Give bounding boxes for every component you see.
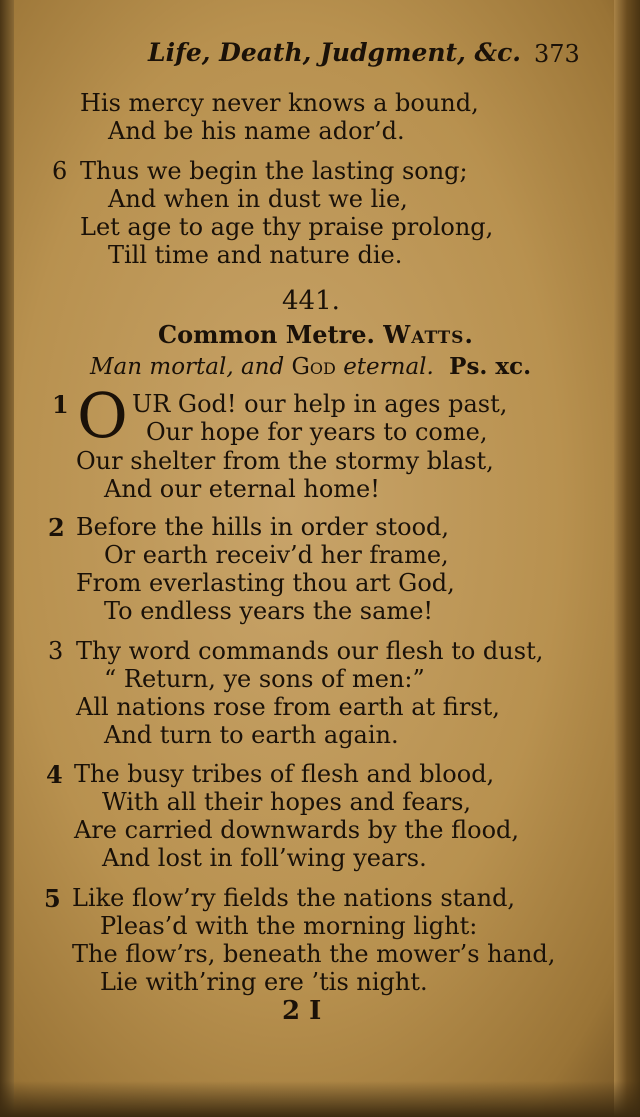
verse-5-line-2: Pleas’d with the morning light: <box>100 912 478 940</box>
verse-1-line-1: UR God! our help in ages past, <box>132 390 508 418</box>
verse-3-number: 3 <box>48 637 64 665</box>
verse-1-line-2: Our hope for years to come, <box>146 418 488 446</box>
page-right-edge <box>614 0 640 1117</box>
prev-verse-line-2: And when in dust we lie, <box>108 185 408 213</box>
hymn-author: Watts. <box>383 320 474 349</box>
verse-5-line-3: The flow’rs, beneath the mower’s hand, <box>72 940 556 968</box>
verse-2-line-1: Before the hills in order stood, <box>76 513 450 541</box>
verse-1-line-4: And our eternal home! <box>104 475 380 503</box>
verse-1-line-3: Our shelter from the stormy blast, <box>76 447 494 475</box>
hymn-subtitle <box>90 353 531 380</box>
signature-mark: 2 I <box>282 996 322 1026</box>
top-line-2: And be his name ador’d. <box>108 117 405 145</box>
top-line-1: His mercy never knows a bound, <box>80 89 479 117</box>
verse-1-number: 1 <box>52 390 69 419</box>
page-left-edge <box>0 0 14 1117</box>
verse-3-line-4: And turn to earth again. <box>104 721 399 749</box>
hymn-metre: Common Metre. <box>158 320 375 349</box>
verse-2-line-3: From everlasting thou art God, <box>76 569 455 597</box>
verse-4-line-4: And lost in foll’wing years. <box>102 844 427 872</box>
prev-verse-line-1: Thus we begin the lasting song; <box>80 157 468 185</box>
prev-verse-line-4: Till time and nature die. <box>108 241 403 269</box>
verse-4-line-3: Are carried downwards by the flood, <box>74 816 520 844</box>
verse-3-line-1: Thy word commands our flesh to dust, <box>76 637 544 665</box>
hymn-metre-line <box>158 320 474 349</box>
drop-cap: O <box>77 379 128 452</box>
verse-2-line-2: Or earth receiv’d her frame, <box>104 541 449 569</box>
verse-5-line-4: Lie with’ring ere ’tis night. <box>100 968 428 996</box>
verse-2-number: 2 <box>48 513 65 542</box>
page-number: 373 <box>534 40 580 68</box>
subtitle-part-a: Man mortal, and <box>90 354 285 380</box>
verse-3-line-3: All nations rose from earth at first, <box>76 693 500 721</box>
verse-3-line-2: “ Return, ye sons of men:” <box>104 665 425 693</box>
verse-5-line-1: Like flow’ry fields the nations stand, <box>72 884 516 912</box>
psalm-reference: Ps. xc. <box>449 353 532 380</box>
verse-2-line-4: To endless years the same! <box>104 597 434 625</box>
prev-verse-line-3: Let age to age thy praise prolong, <box>80 213 494 241</box>
prev-verse-number: 6 <box>52 157 68 185</box>
page-bottom-edge <box>0 1081 640 1117</box>
verse-4-number: 4 <box>46 760 63 789</box>
subtitle-god: God <box>291 354 336 380</box>
verse-4-line-1: The busy tribes of flesh and blood, <box>74 760 495 788</box>
verse-4-line-2: With all their hopes and fears, <box>102 788 472 816</box>
subtitle-part-b: eternal. <box>343 354 434 380</box>
verse-5-number: 5 <box>44 884 61 913</box>
hymn-number: 441. <box>282 286 340 316</box>
running-title: Life, Death, Judgment, &c. <box>148 38 522 67</box>
